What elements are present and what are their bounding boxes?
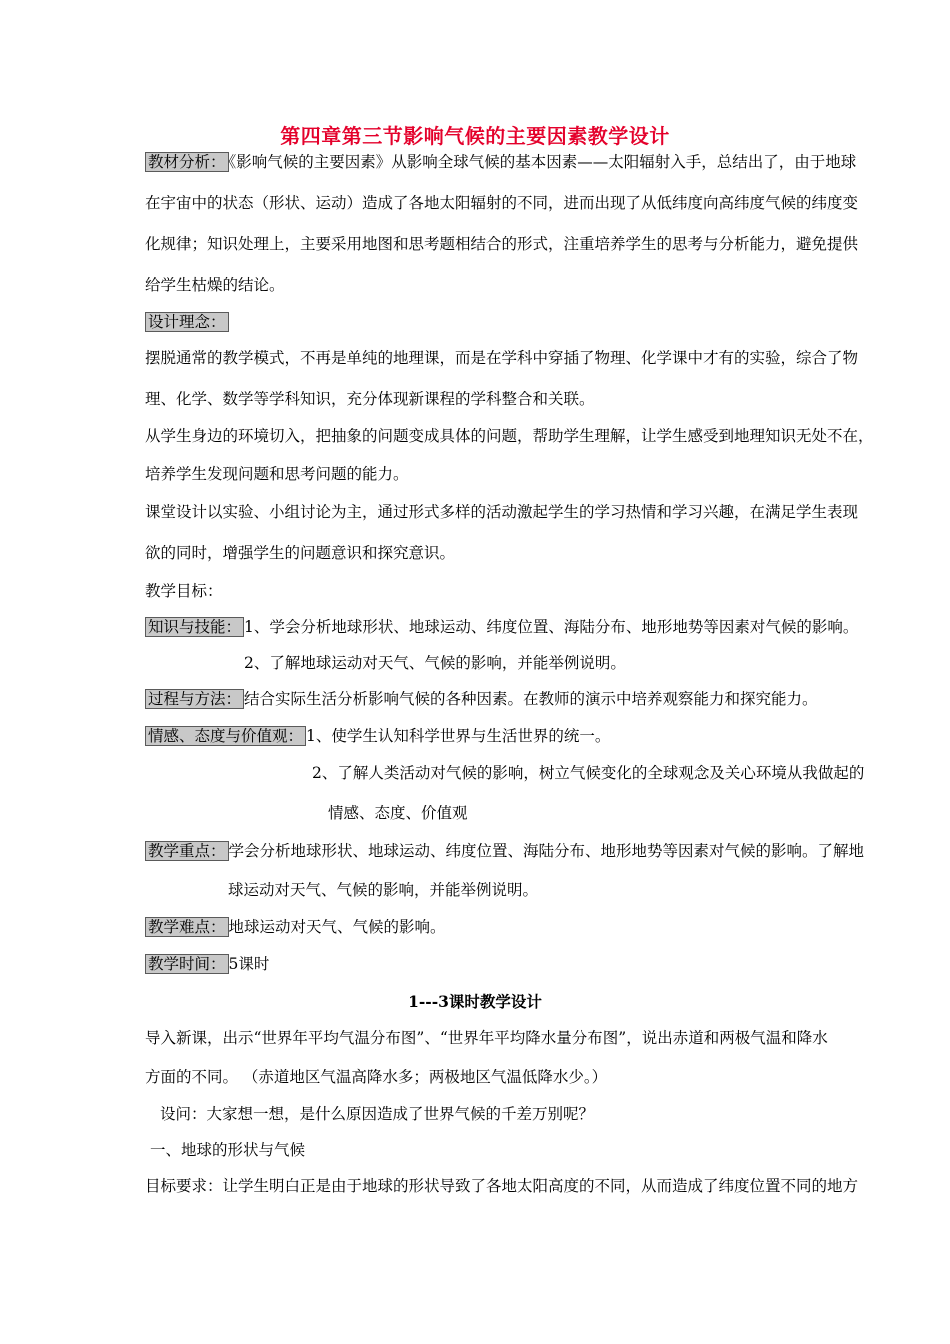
emotion-text-1: 1、使学生认知科学世界与生活世界的统一。 — [306, 727, 611, 745]
analysis-label: 教材分析： — [145, 152, 229, 172]
time-line — [145, 953, 269, 975]
concept-line-6: 欲的同时，增强学生的问题意识和探究意识。 — [145, 544, 456, 562]
process-line — [145, 688, 818, 710]
analysis-line-2: 在宇宙中的状态（形状、运动）造成了各地太阳辐射的不同，进而出现了从低纬度向高纬度气候的纬度变 — [145, 194, 859, 212]
question-line: 设问：大家想一想，是什么原因造成了世界气候的千差万别呢？ — [160, 1105, 595, 1123]
concept-line-4: 培养学生发现问题和思考问题的能力。 — [145, 465, 409, 483]
concept-heading — [145, 311, 229, 333]
concept-line-5: 课堂设计以实验、小组讨论为主，通过形式多样的活动激起学生的学习热情和学习兴趣，在满足学生表现 — [145, 503, 859, 521]
document-title: 第四章第三节影响气候的主要因素教学设计 — [280, 124, 670, 148]
section-1-heading: 一、地球的形状与气候 — [150, 1141, 306, 1159]
emotion-line-1 — [145, 725, 610, 747]
key-points-line-1 — [145, 840, 864, 862]
concept-line-3: 从学生身边的环境切入，把抽象的问题变成具体的问题，帮助学生理解，让学生感受到地理知识无处不在， — [145, 427, 874, 445]
knowledge-text-1: 1、学会分析地球形状、地球运动、纬度位置、海陆分布、地形地势等因素对气候的影响。 — [244, 618, 859, 636]
concept-line-2: 理、化学、数学等学科知识，充分体现新课程的学科整合和关联。 — [145, 390, 595, 408]
emotion-label: 情感、态度与价值观： — [145, 726, 306, 746]
target-line: 目标要求：让学生明白正是由于地球的形状导致了各地太阳高度的不同，从而造成了纬度位置不同的地方 — [145, 1177, 859, 1195]
analysis-line-1 — [145, 151, 856, 173]
time-text: 5课时 — [228, 955, 270, 973]
analysis-text-1: 《影响气候的主要因素》从影响全球气候的基本因素——太阳辐射入手，总结出了，由于地球 — [228, 153, 857, 171]
difficulty-text: 地球运动对天气、气候的影响。 — [228, 918, 446, 936]
knowledge-line-2: 2、了解地球运动对天气、气候的影响，并能举例说明。 — [244, 654, 626, 672]
knowledge-line-1 — [145, 616, 858, 638]
process-text: 结合实际生活分析影响气候的各种因素。在教师的演示中培养观察能力和探究能力。 — [244, 690, 818, 708]
lesson-heading: 1---3课时教学设计 — [408, 992, 542, 1011]
difficulty-label: 教学难点： — [145, 917, 229, 937]
process-label: 过程与方法： — [145, 689, 244, 709]
key-points-line-2: 球运动对天气、气候的影响，并能举例说明。 — [228, 881, 539, 899]
goals-heading: 教学目标： — [145, 582, 223, 600]
concept-line-1: 摆脱通常的教学模式，不再是单纯的地理课，而是在学科中穿插了物理、化学课中才有的实验，综合了物 — [145, 349, 859, 367]
time-label: 教学时间： — [145, 954, 229, 974]
intro-line-1: 导入新课，出示“世界年平均气温分布图”、“世界年平均降水量分布图”，说出赤道和两极气温和降水 — [145, 1029, 828, 1047]
emotion-line-2: 2、了解人类活动对气候的影响，树立气候变化的全球观念及关心环境从我做起的 — [312, 764, 865, 782]
emotion-line-3: 情感、态度、价值观 — [328, 804, 468, 822]
concept-label: 设计理念： — [145, 312, 229, 332]
analysis-line-4: 给学生枯燥的结论。 — [145, 276, 285, 294]
knowledge-label: 知识与技能： — [145, 617, 244, 637]
analysis-line-3: 化规律；知识处理上，主要采用地图和思考题相结合的形式，注重培养学生的思考与分析能力，避免提供 — [145, 235, 859, 253]
key-points-label: 教学重点： — [145, 841, 229, 861]
key-points-text-1: 学会分析地球形状、地球运动、纬度位置、海陆分布、地形地势等因素对气候的影响。了解地 — [228, 842, 865, 860]
difficulty-line — [145, 916, 446, 938]
intro-line-2: 方面的不同。 （赤道地区气温高降水多；两极地区气温低降水少。） — [145, 1068, 608, 1086]
